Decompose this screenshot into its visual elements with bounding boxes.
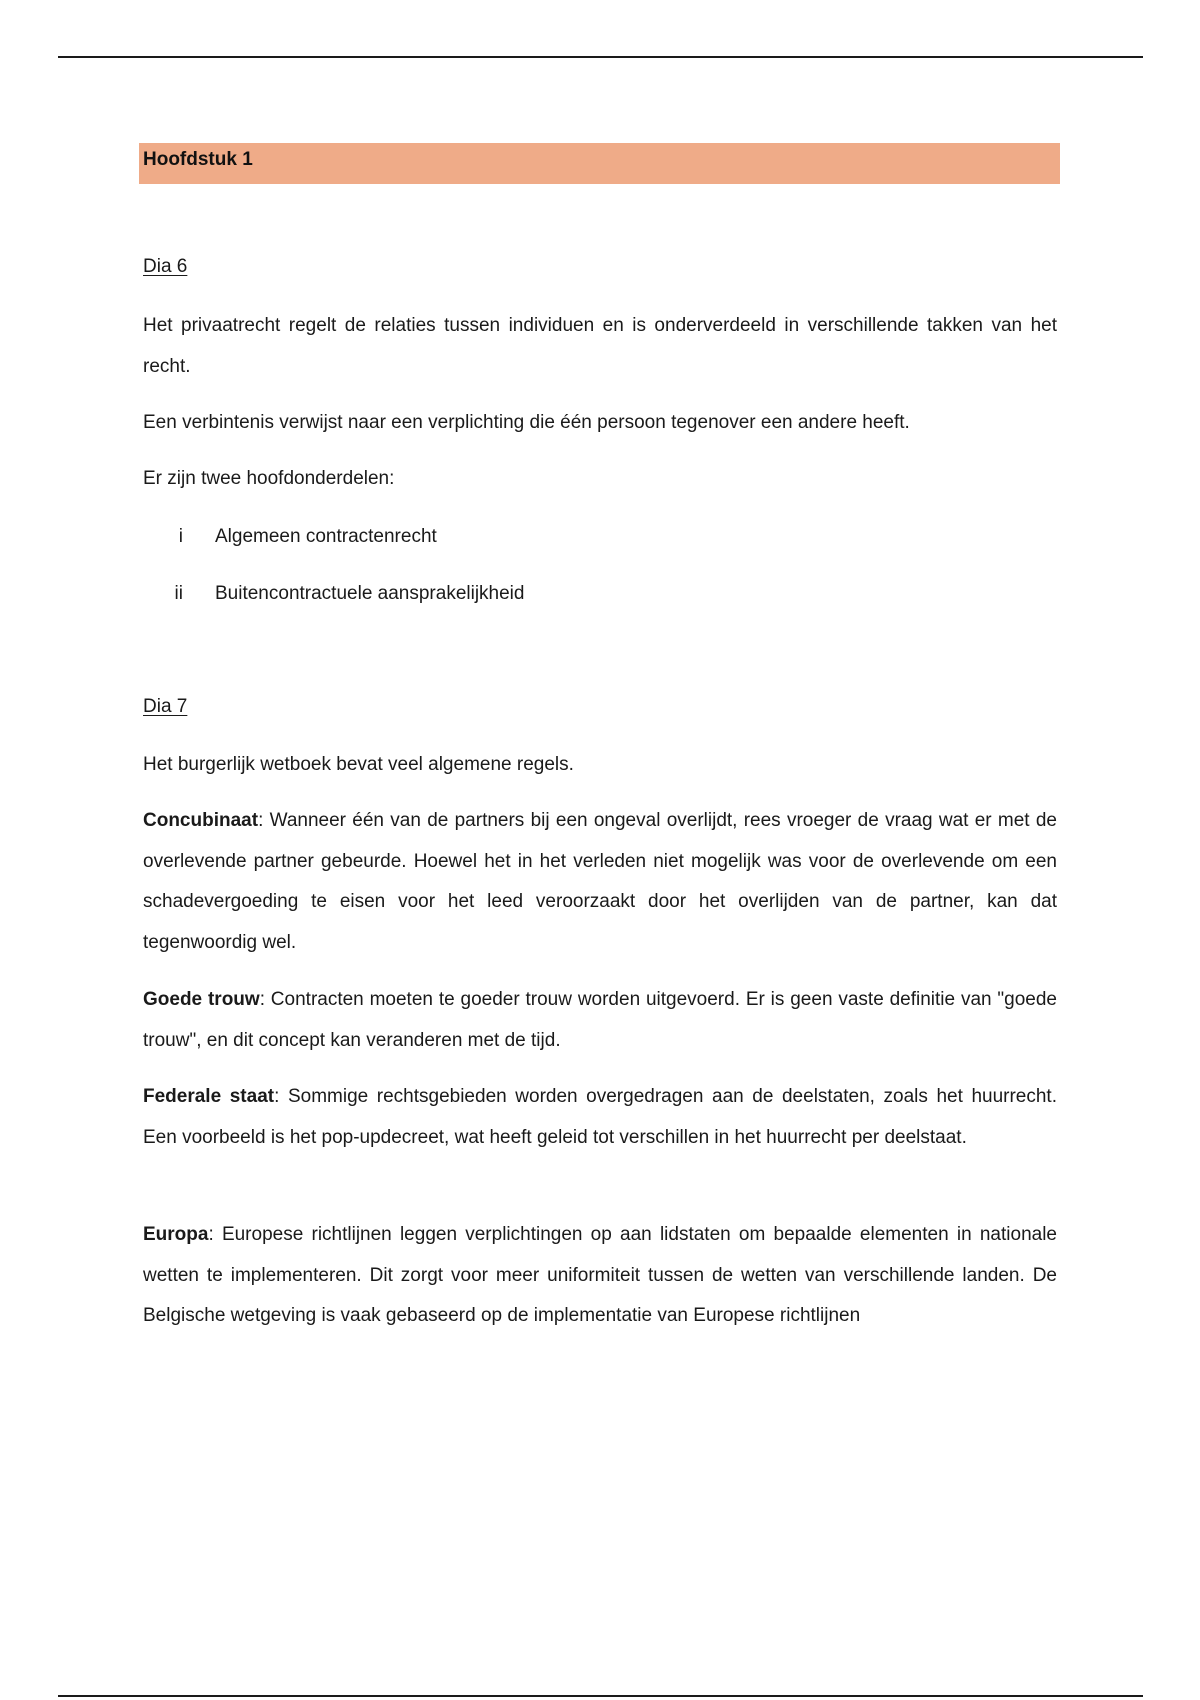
list-item (143, 526, 1057, 550)
term-federale-staat: Federale staat (143, 1086, 275, 1107)
list-item-text: Buitencontractuele aansprakelijkheid (215, 583, 525, 604)
section-heading-dia-6: Dia 6 (143, 256, 188, 277)
paragraph-hoofdonderdelen: Er zijn twee hoofdonderdelen: (143, 468, 395, 489)
definition-concubinaat: : Wanneer één van de partners bij een ongeval overlijdt, rees vroeger de vraag wat er met de overlevende partner gebeurde. Hoewel het in het verleden niet mogelijk was voor de overlevende om een schadevergoeding te eisen voor het leed veroorzaakt door het overlijden van de partner, kan dat tegenwoordig wel. (143, 810, 1057, 953)
paragraph-privaatrecht: Het privaatrecht regelt de relaties tussen individuen en is onderverdeeld in verschillende takken van het recht. (143, 315, 1057, 377)
term-concubinaat: Concubinaat (143, 810, 259, 831)
section-heading-dia-7: Dia 7 (143, 696, 188, 717)
footer-rule (58, 1695, 1143, 1697)
list-item-number: i (178, 526, 183, 547)
list-item-number: ii (174, 583, 183, 604)
term-goede-trouw: Goede trouw (143, 989, 260, 1010)
list-item-text: Algemeen contractenrecht (215, 526, 437, 547)
paragraph-burgerlijk-wetboek: Het burgerlijk wetboek bevat veel algemene regels. (143, 754, 574, 775)
term-europa: Europa (143, 1224, 209, 1245)
paragraph-verbintenis: Een verbintenis verwijst naar een verplichting die één persoon tegenover een andere heeft. (143, 412, 910, 433)
definition-europa: : Europese richtlijnen leggen verplichtingen op aan lidstaten om bepaalde elementen in nationale wetten te implementeren. Dit zorgt voor meer uniformiteit tussen de wetten van verschillende landen. De Belgische wetgeving is vaak gebaseerd op de implementatie van Europese richtlijnen (143, 1224, 1057, 1326)
list-item (143, 583, 1057, 607)
header-rule (58, 56, 1143, 58)
chapter-title: Hoofdstuk 1 (143, 149, 253, 170)
definition-goede-trouw: : Contracten moeten te goeder trouw worden uitgevoerd. Er is geen vaste definitie van "goede trouw", en dit concept kan veranderen met de tijd. (143, 989, 1057, 1051)
paragraph-federale-staat (143, 1077, 1057, 1158)
paragraph-concubinaat (143, 801, 1057, 963)
definition-federale-staat: : Sommige rechtsgebieden worden overgedragen aan de deelstaten, zoals het huurrecht. Een voorbeeld is het pop-updecreet, wat heeft geleid tot verschillen in het huurrecht per deelstaat. (143, 1086, 1057, 1148)
chapter-heading-bar (139, 143, 1060, 184)
paragraph-europa (143, 1215, 1057, 1337)
paragraph-goede-trouw (143, 980, 1057, 1061)
